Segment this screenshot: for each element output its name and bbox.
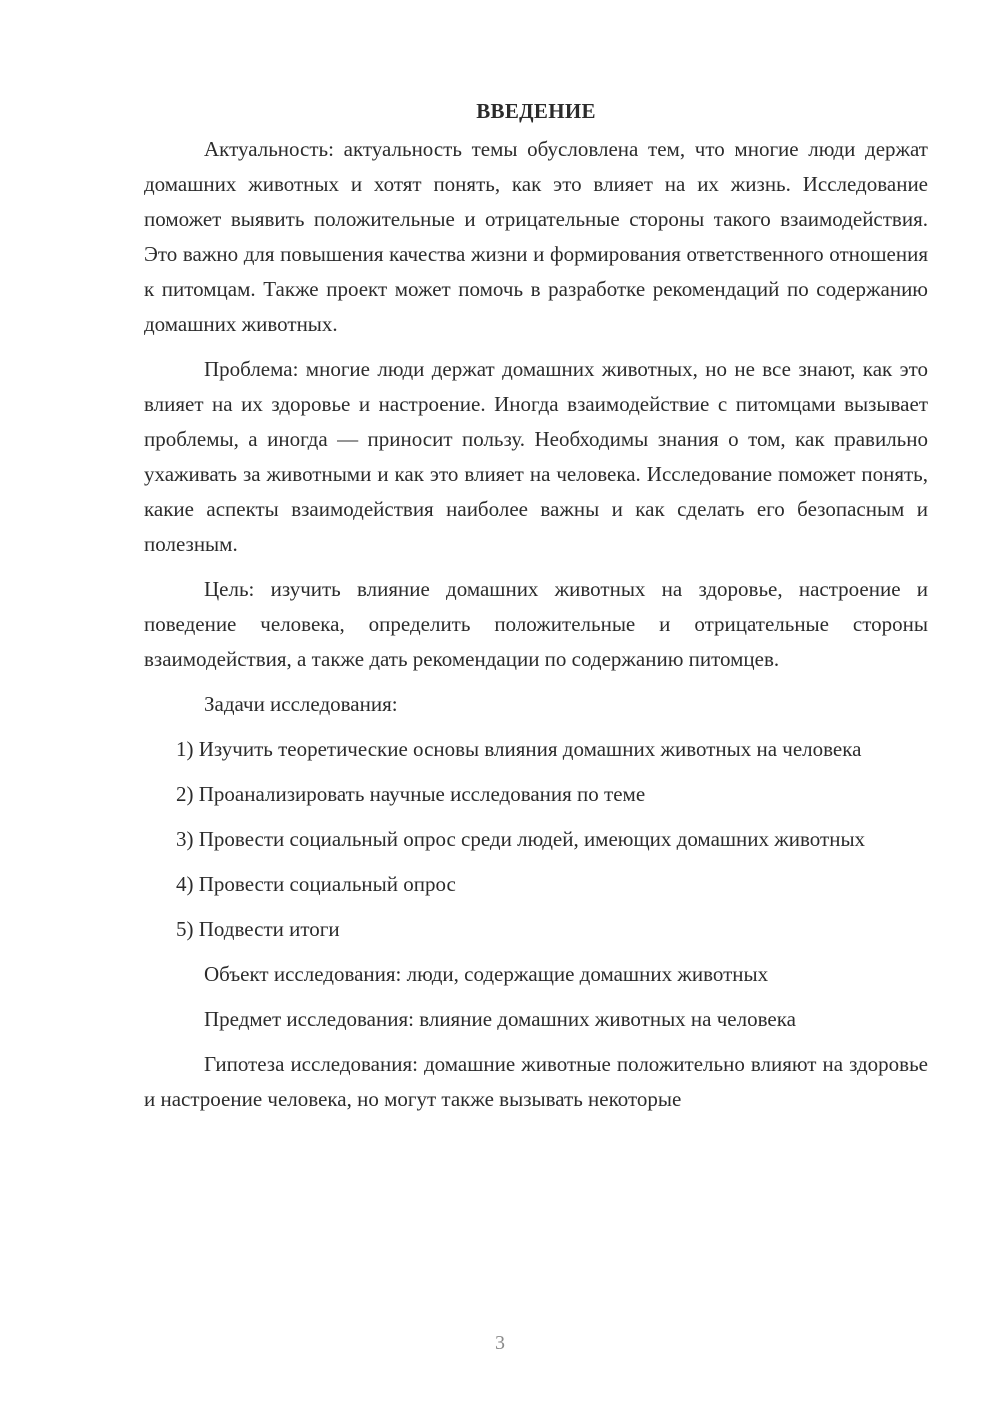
task-item-2: 2) Проанализировать научные исследования по теме	[176, 782, 646, 806]
document-page	[144, 96, 928, 1117]
research-hypothesis: Гипотеза исследования: домашние животные положительно влияют на здоровье и настроение человека, но могут также вызывать некоторые	[144, 1052, 928, 1111]
page-number: 3	[495, 1332, 505, 1354]
tasks-title: Задачи исследования:	[204, 692, 398, 716]
task-item-4: 4) Провести социальный опрос	[176, 872, 456, 896]
research-subject: Предмет исследования: влияние домашних животных на человека	[204, 1007, 796, 1031]
goal-paragraph: Цель: изучить влияние домашних животных на здоровье, настроение и поведение человека, определить положительные и отрицательные стороны взаимодействия, а также дать рекомендации по содержанию питомцев.	[144, 577, 928, 671]
section-heading: ВВЕДЕНИЕ	[476, 99, 596, 123]
task-item-5: 5) Подвести итоги	[176, 917, 340, 941]
task-item-1: 1) Изучить теоретические основы влияния домашних животных на человека	[176, 737, 862, 761]
research-object: Объект исследования: люди, содержащие домашних животных	[204, 962, 769, 986]
task-item-3: 3) Провести социальный опрос среди людей, имеющих домашних животных	[176, 827, 866, 851]
relevance-paragraph: Актуальность: актуальность темы обусловлена тем, что многие люди держат домашних животных и хотят понять, как это влияет на их жизнь. Исследование поможет выявить положительные и отрицательные стороны такого взаимодействия. Это важно для повышения качества жизни и формирования ответственного отношения к питомцам. Также проект может помочь в разработке рекомендаций по содержанию домашних животных.	[144, 137, 928, 336]
problem-paragraph: Проблема: многие люди держат домашних животных, но не все знают, как это влияет на их здоровье и настроение. Иногда взаимодействие с питомцами вызывает проблемы, а иногда — приносит пользу. Необходимы знания о том, как правильно ухаживать за животными и как это влияет на человека. Исследование поможет понять, какие аспекты взаимодействия наиболее важны и как сделать его безопасным и полезным.	[144, 357, 928, 556]
